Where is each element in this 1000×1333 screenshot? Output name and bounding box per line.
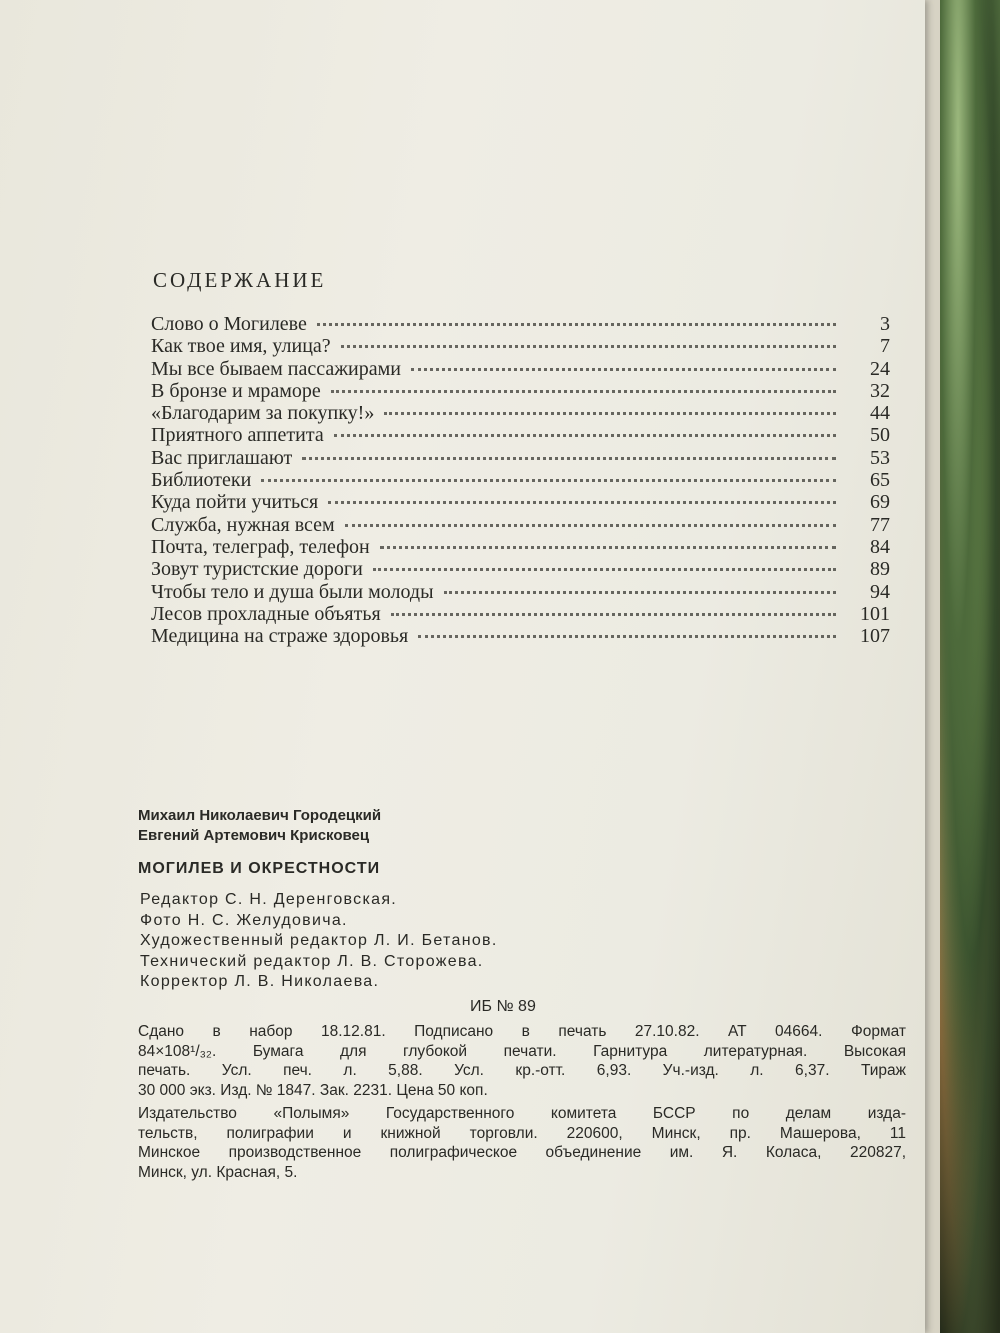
toc-entry xyxy=(145,447,890,469)
toc-entry-title: Вас приглашают xyxy=(151,446,293,469)
toc-entry-page: 89 xyxy=(870,558,890,581)
toc-entry-page: 107 xyxy=(860,625,890,648)
toc-list xyxy=(145,313,890,647)
toc-entry-title: Зовут туристские дороги xyxy=(151,558,363,581)
toc-entry-title: Слово о Могилеве xyxy=(151,313,307,335)
toc-leader-dots xyxy=(384,412,836,415)
toc-entry-page: 84 xyxy=(870,535,890,558)
toc-entry-page: 69 xyxy=(870,491,890,514)
toc-leader-dots xyxy=(411,368,836,371)
toc-entry-title: В бронзе и мраморе xyxy=(151,379,321,402)
credit-line: Корректор Л. В. Николаева. xyxy=(140,973,380,990)
toc-entry-title: Медицина на страже здоровья xyxy=(151,625,409,648)
toc-leader-dots xyxy=(331,390,836,393)
credits-block xyxy=(140,890,498,993)
toc-entry-title: Библиотеки xyxy=(151,469,252,492)
toc-leader-dots xyxy=(373,568,836,571)
toc-entry-title: «Благодарим за покупку!» xyxy=(151,402,375,425)
toc-entry xyxy=(145,581,890,603)
adjacent-page-photo xyxy=(930,0,1000,1333)
toc-entry-page: 50 xyxy=(870,424,890,447)
credit-line: Технический редактор Л. В. Сторожева. xyxy=(140,952,484,970)
toc-entry-page: 32 xyxy=(870,379,890,402)
toc-leader-dots xyxy=(302,457,836,460)
toc-entry-page: 24 xyxy=(870,357,890,380)
toc-leader-dots xyxy=(317,323,836,326)
toc-entry xyxy=(145,491,890,513)
toc-leader-dots xyxy=(341,345,836,348)
toc-entry-title: Лесов прохладные объятья xyxy=(151,602,381,625)
toc-entry xyxy=(145,514,890,536)
imprint-line: 30 000 экз. Изд. № 1847. Зак. 2231. Цена 50 коп. xyxy=(138,1081,488,1099)
imprint-line: печать. Усл. печ. л. 5,88. Усл. кр.-отт. 6,93. Уч.-изд. л. 6,37. Тираж xyxy=(138,1062,906,1079)
toc-entry xyxy=(145,469,890,491)
toc-entry-title: Служба, нужная всем xyxy=(151,513,335,536)
imprint-line: Издательство «Полымя» Государственного комитета БССР по делам изда- xyxy=(138,1105,906,1122)
authors-block xyxy=(138,806,381,846)
toc-leader-dots xyxy=(261,479,836,482)
toc-entry xyxy=(145,313,890,335)
imprint-line: 84×108¹/₃₂. Бумага для глубокой печати. Гарнитура литературная. Высокая xyxy=(138,1042,906,1060)
imprint-line: Минск, ул. Красная, 5. xyxy=(138,1163,298,1181)
print-details xyxy=(138,1022,906,1100)
book-title: МОГИЛЕВ И ОКРЕСТНОСТИ xyxy=(138,860,381,877)
toc-entry xyxy=(145,402,890,424)
imprint-line: Минское производственное полиграфическое объединение им. Я. Коласа, 220827, xyxy=(138,1144,906,1161)
toc-leader-dots xyxy=(391,613,836,616)
toc-entry-page: 53 xyxy=(870,446,890,469)
imprint-line: тельств, полиграфии и книжной торговли. 220600, Минск, пр. Машерова, 11 xyxy=(138,1124,906,1142)
toc-entry-page: 77 xyxy=(870,513,890,536)
toc-entry xyxy=(145,335,890,357)
toc-entry xyxy=(145,380,890,402)
toc-entry-title: Почта, телеграф, телефон xyxy=(151,535,370,558)
toc-entry-page: 101 xyxy=(860,602,890,625)
credit-line: Редактор С. Н. Деренговская. xyxy=(140,891,398,908)
publisher-details xyxy=(138,1104,906,1182)
toc-title: СОДЕРЖАНИЕ xyxy=(153,268,327,292)
toc-leader-dots xyxy=(380,546,836,549)
toc-entry xyxy=(145,558,890,580)
credit-line: Фото Н. С. Желудовича. xyxy=(140,911,348,929)
toc-entry xyxy=(145,536,890,558)
toc-entry-title: Куда пойти учиться xyxy=(151,491,319,514)
toc-entry-page: 7 xyxy=(880,335,890,358)
toc-entry-title: Чтобы тело и душа были молоды xyxy=(151,580,434,603)
credit-line: Художественный редактор Л. И. Бетанов. xyxy=(140,932,498,949)
toc-leader-dots xyxy=(444,591,836,594)
ib-number: ИБ № 89 xyxy=(470,998,536,1015)
author-name: Михаил Николаевич Городецкий xyxy=(138,807,382,824)
toc-entry-page: 94 xyxy=(870,580,890,603)
toc-leader-dots xyxy=(345,524,836,527)
toc-leader-dots xyxy=(418,635,836,638)
toc-entry-page: 3 xyxy=(880,313,890,335)
toc-entry-title: Приятного аппетита xyxy=(151,424,324,447)
toc-entry-page: 65 xyxy=(870,469,890,492)
toc-entry xyxy=(145,358,890,380)
toc-entry xyxy=(145,424,890,446)
toc-entry xyxy=(145,625,890,647)
toc-entry-title: Как твое имя, улица? xyxy=(151,335,331,358)
toc-leader-dots xyxy=(334,434,836,437)
author-name: Евгений Артемович Крисковец xyxy=(138,827,370,844)
toc-entry-page: 44 xyxy=(870,402,890,425)
toc-leader-dots xyxy=(328,501,836,504)
imprint-line: Сдано в набор 18.12.81. Подписано в печать 27.10.82. АТ 04664. Формат xyxy=(138,1023,906,1040)
toc-entry xyxy=(145,603,890,625)
imprint-block xyxy=(138,1022,906,1186)
toc-entry-title: Мы все бываем пассажирами xyxy=(151,357,401,380)
